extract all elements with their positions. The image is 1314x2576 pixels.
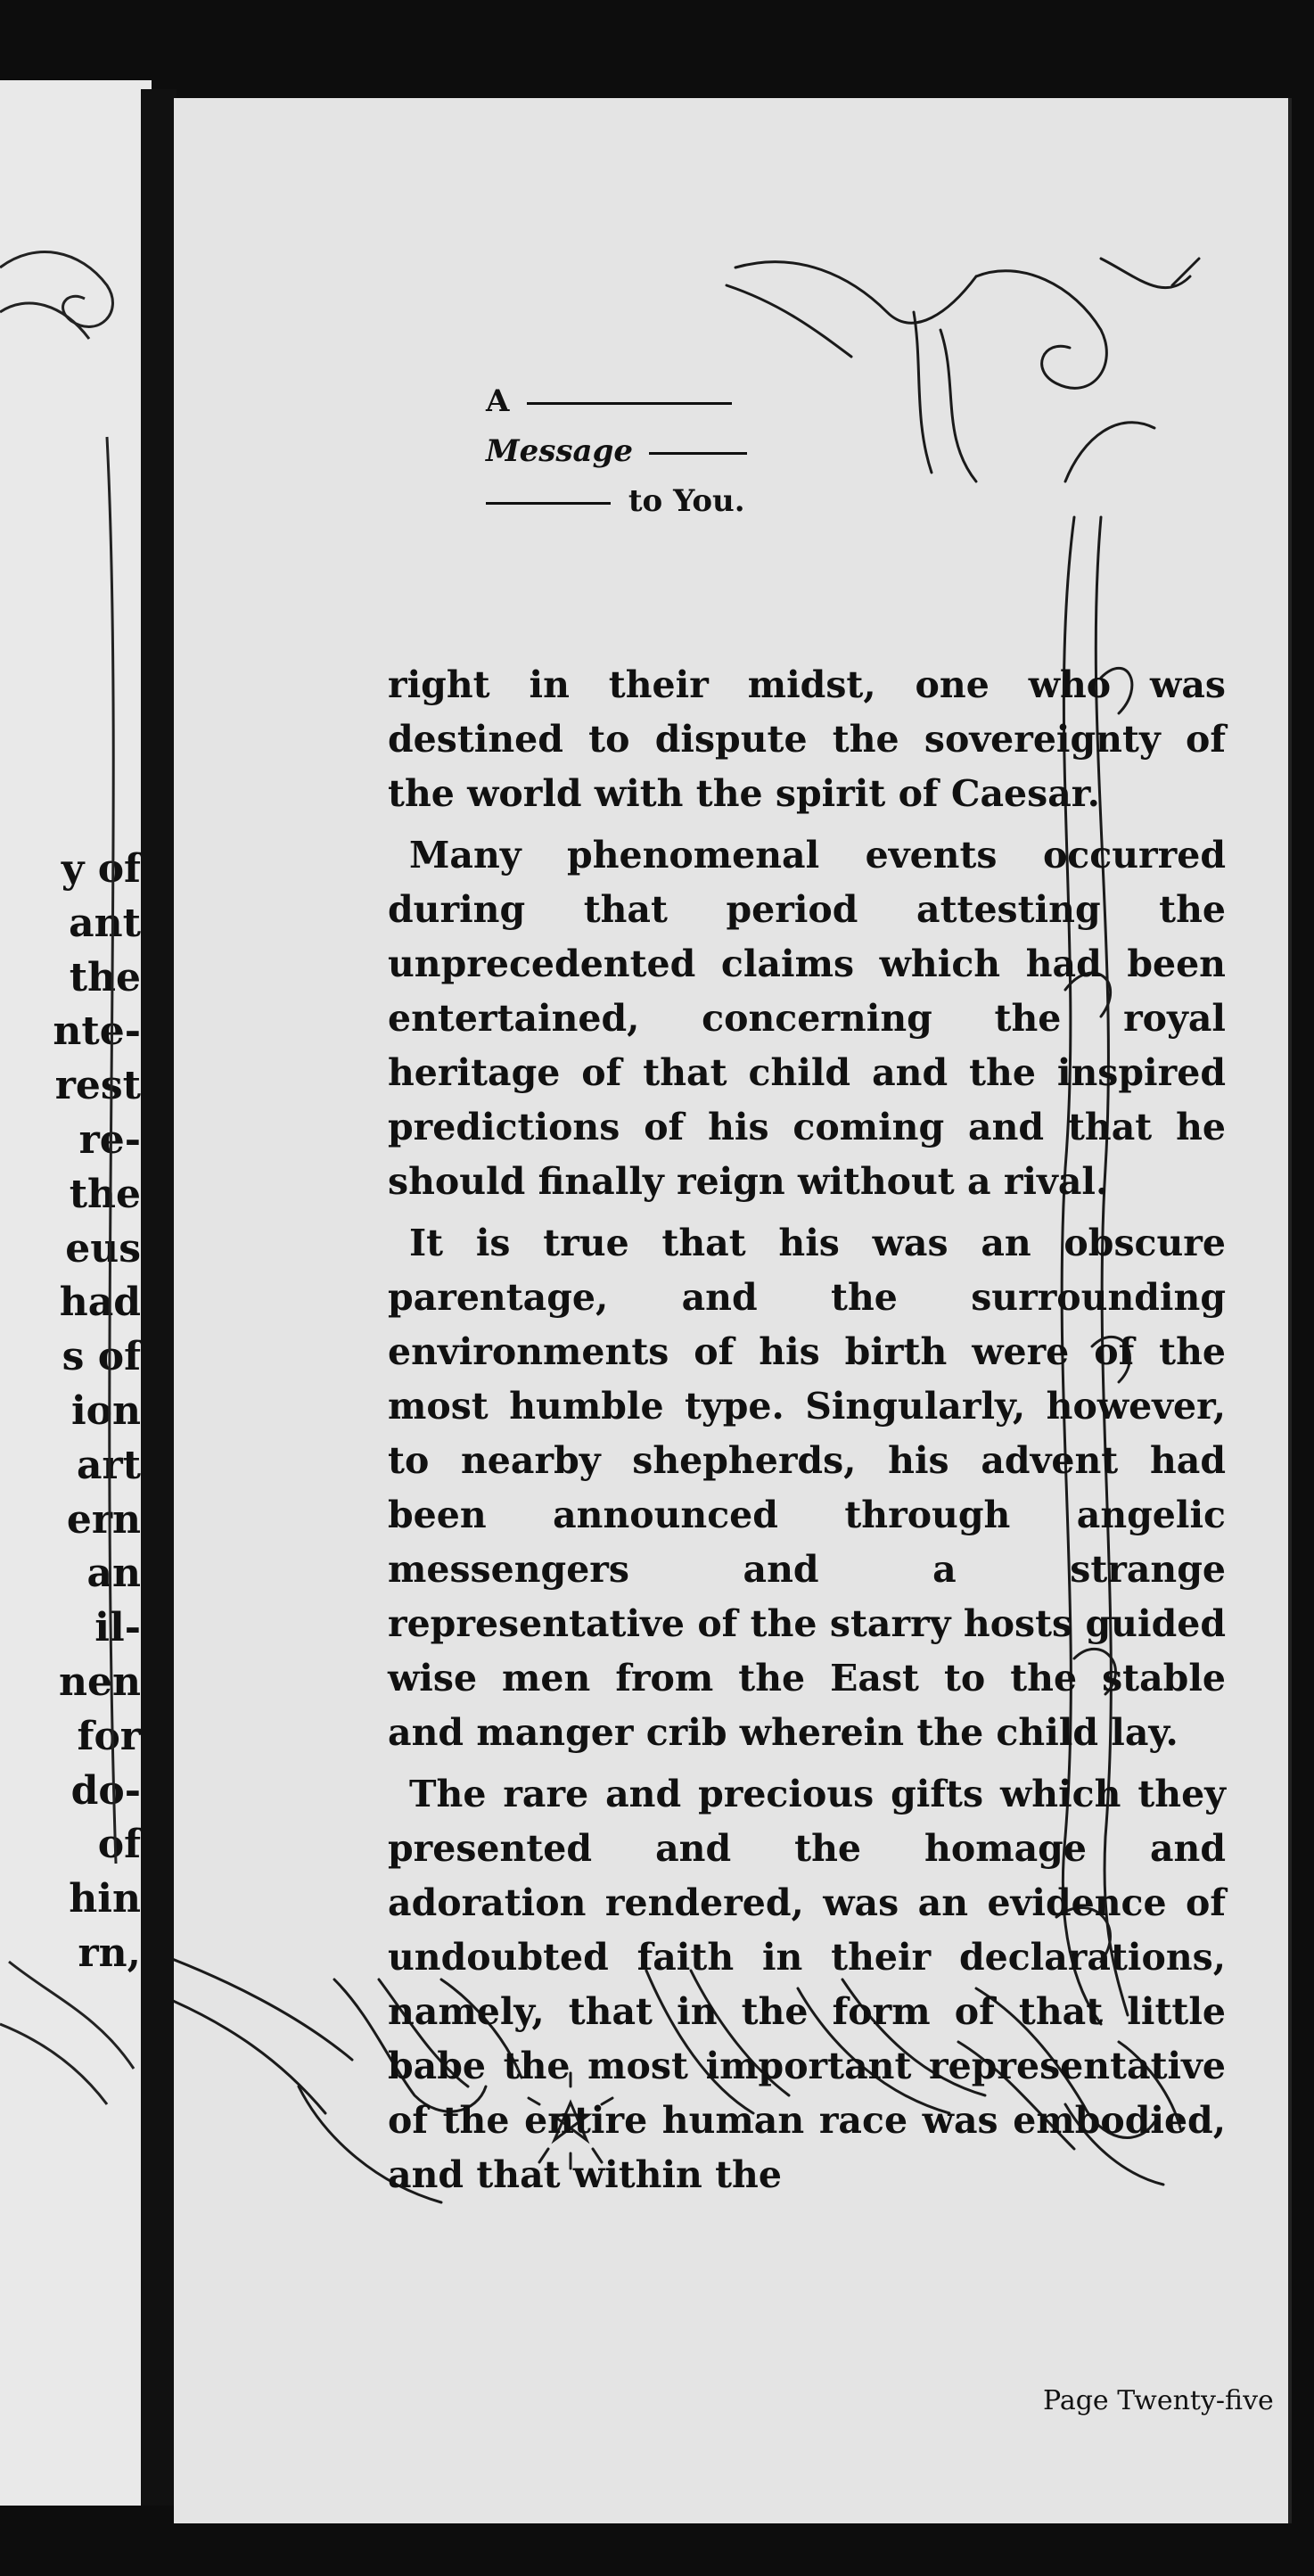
- paragraph: Many phenomenal events occurred during that period attesting the unprecedented claims which had been entertained, concerning the royal heritage of that child and the inspired predictions of his coming and that he should finally reign without a rival.: [388, 834, 1226, 1203]
- left-line: eus: [65, 1225, 141, 1272]
- book-spine: [141, 89, 177, 2506]
- left-line: do-: [70, 1767, 141, 1814]
- header-line-a: A: [486, 383, 510, 419]
- header-line-to-you: to You.: [628, 483, 745, 519]
- left-page-edge: [0, 80, 152, 2506]
- header-rule: [527, 402, 732, 405]
- left-line: the: [69, 1171, 141, 1217]
- header-rule: [649, 452, 747, 455]
- left-line: y of: [61, 846, 141, 892]
- left-line: re-: [78, 1116, 141, 1163]
- left-line: for: [77, 1713, 141, 1759]
- left-line: s of: [62, 1334, 141, 1380]
- header-line-message: Message: [486, 433, 633, 469]
- left-line: ion: [70, 1387, 141, 1434]
- paragraph: The rare and precious gifts which they presented and the homage and adoration rendered, was an evidence of undoubted faith in their declarations, namely, that in the form of that little babe the most important representative of the entire human race was embodied, and that within the: [388, 1773, 1226, 2196]
- left-line: ern: [66, 1496, 141, 1543]
- header-rule: [486, 502, 611, 505]
- book-page: [174, 98, 1292, 2523]
- left-page-ornament: [0, 80, 152, 2506]
- left-line: the: [69, 954, 141, 1000]
- left-line: art: [76, 1442, 141, 1488]
- left-line: rest: [54, 1063, 141, 1109]
- left-line: hin: [69, 1876, 141, 1922]
- paragraph: right in their midst, one who was destined to dispute the sovereignty of the world with the spirit of Caesar.: [388, 663, 1226, 815]
- left-line: had: [59, 1280, 141, 1326]
- left-line: of: [97, 1822, 141, 1868]
- left-line: il-: [94, 1605, 141, 1651]
- left-line: an: [86, 1551, 141, 1597]
- left-line: nte-: [53, 1008, 141, 1055]
- left-line: ant: [69, 900, 141, 946]
- left-line: nen: [59, 1658, 141, 1705]
- paragraph: It is true that his was an obscure parentage, and the surrounding environments of his birth were of the most humble type. Singularly, however, to nearby shepherds, his advent had been announced through angelic messengers and a strange representative of the starry hosts guided wise men from the East to the stable and manger crib wherein the child lay.: [388, 1222, 1226, 1754]
- page-number: Page Twenty-five: [1043, 2385, 1274, 2416]
- body-text: [388, 658, 1226, 2210]
- left-line: rn,: [78, 1930, 141, 1976]
